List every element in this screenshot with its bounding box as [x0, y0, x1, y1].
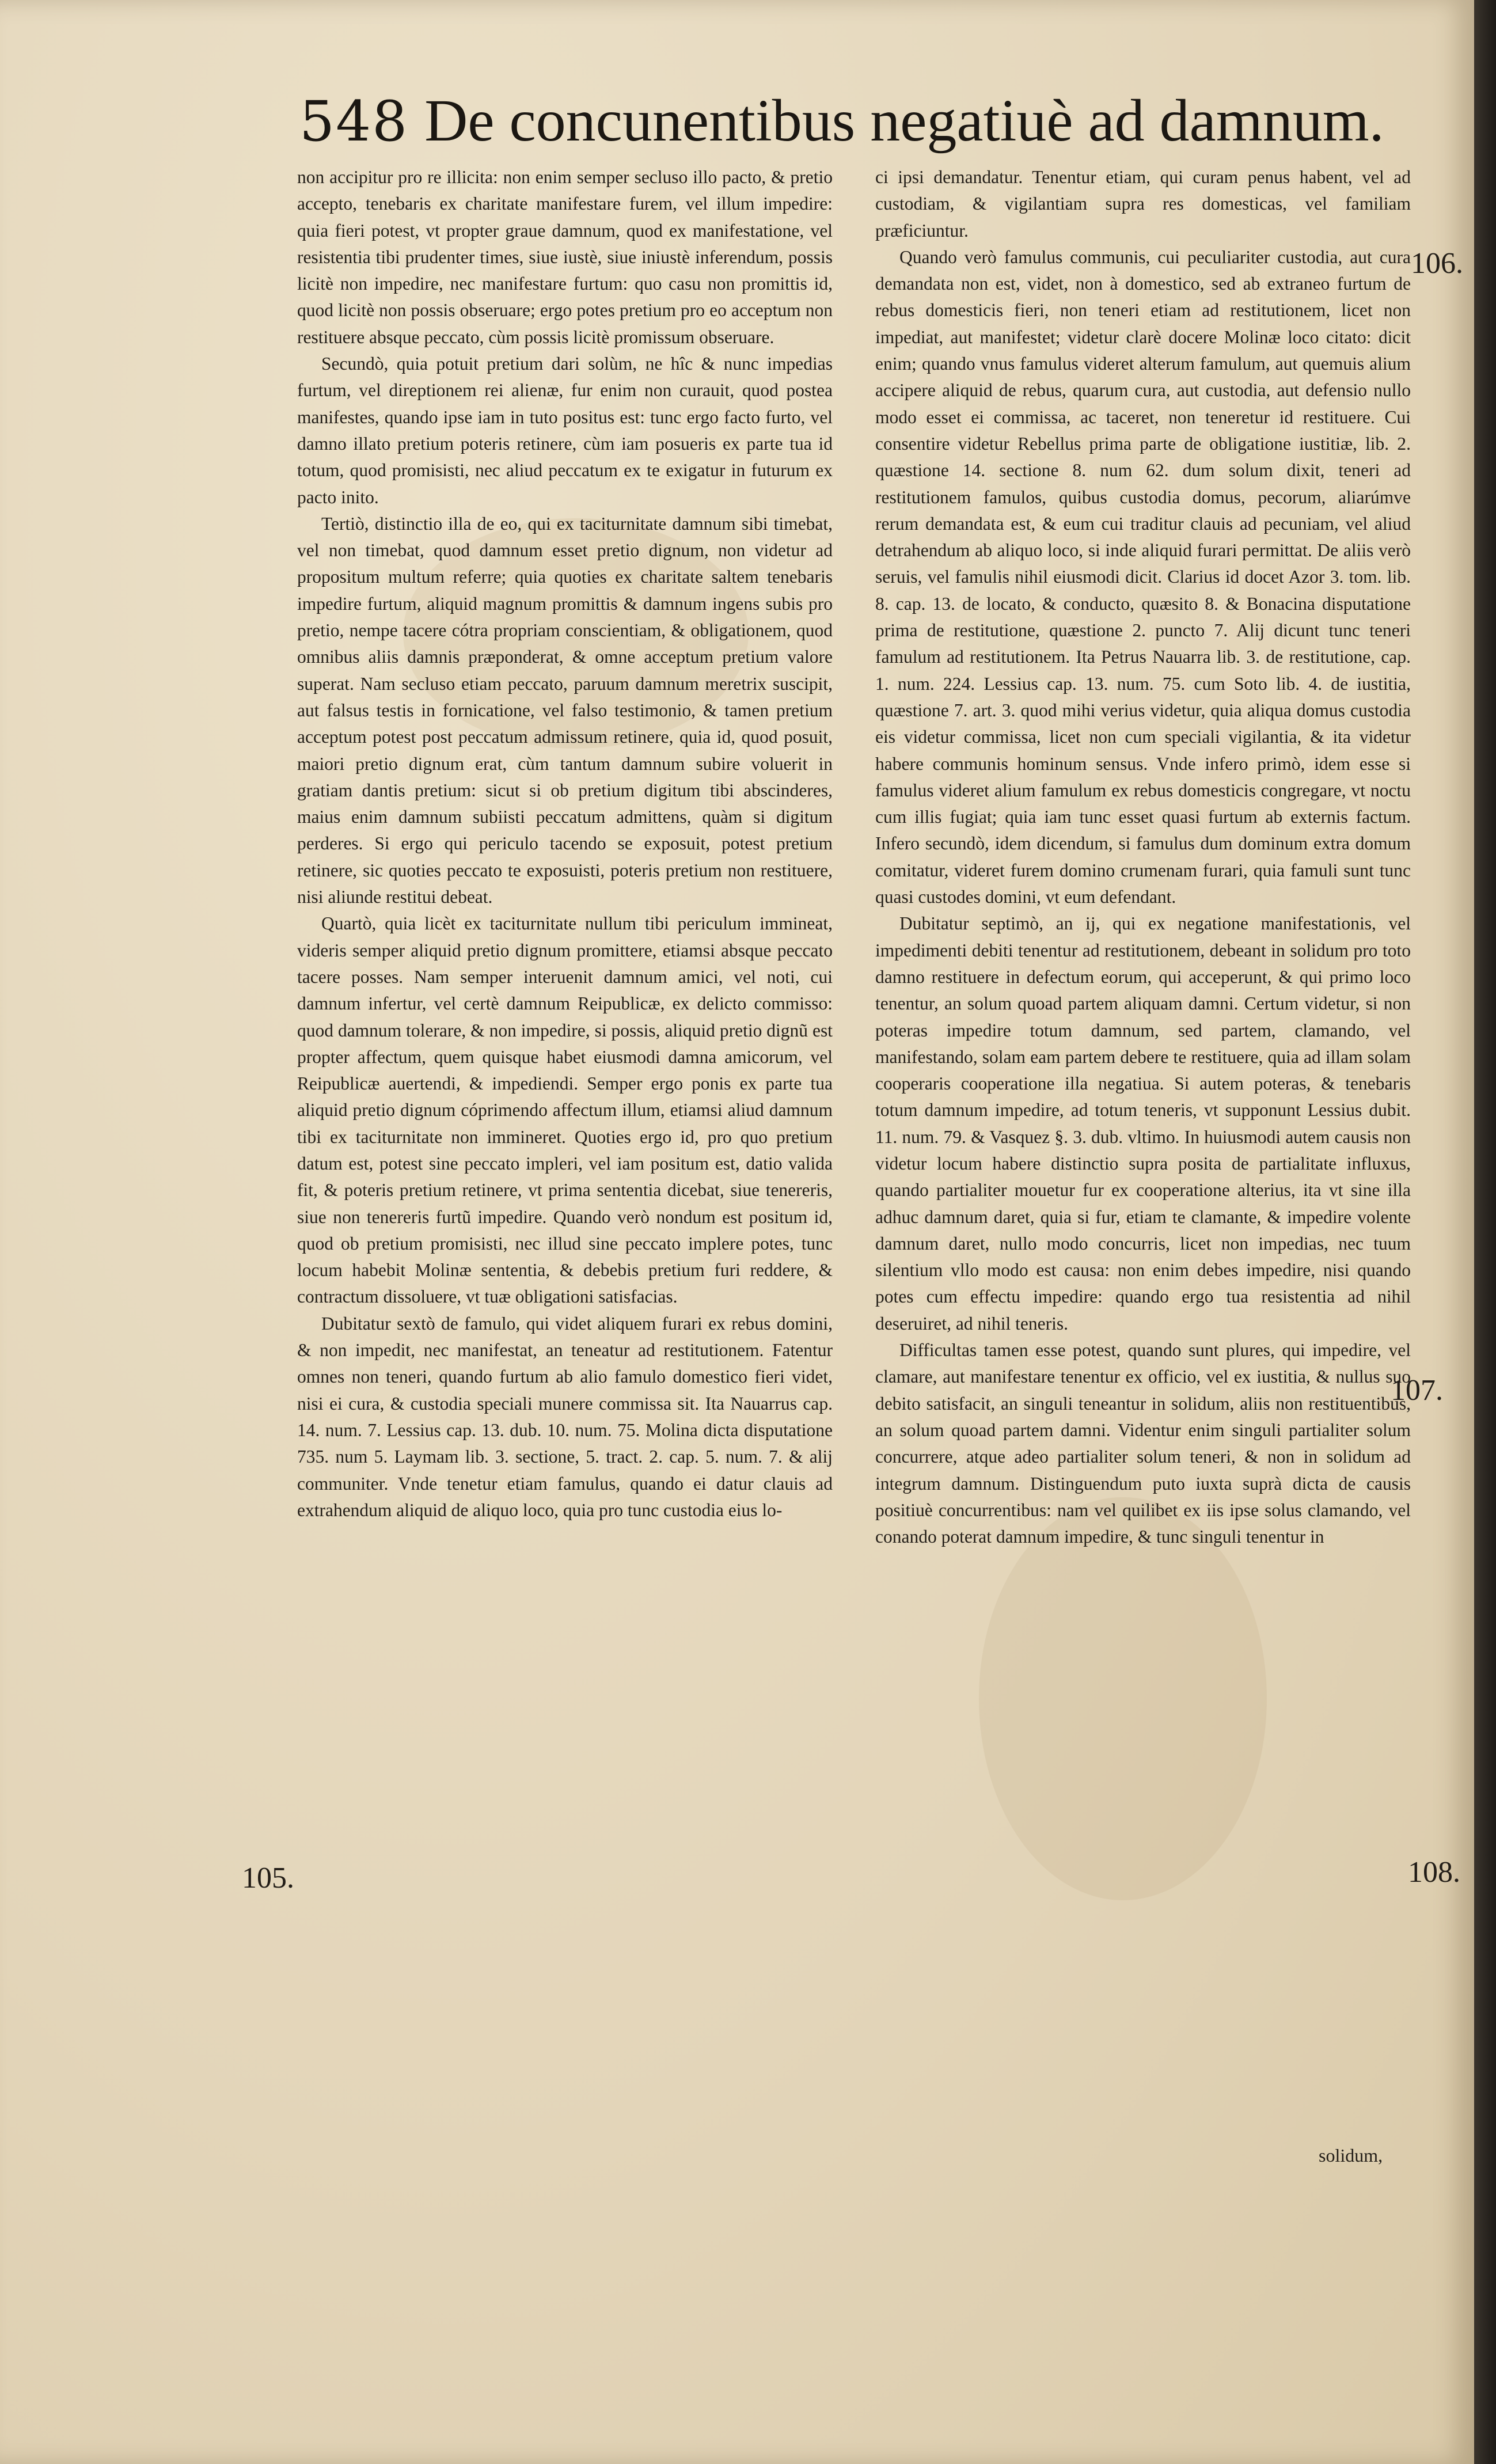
margin-number-106: 106.: [1411, 247, 1463, 280]
paragraph: Tertiò, distinctio illa de eo, qui ex taciturnitate damnum sibi timebat, vel non timebat, quod damnum esset pretio dignum, non videtur ad propositum multum referre; quia quoties ex charitate saltem tenebaris impedire furtum, aliquid magnum promittis & damnum ingens subis pro pretio, nempe tacere cótra propriam conscientiam, & obligationem, quod omnibus aliis damnis præponderat, & omne acceptum pretium valore superat. Nam secluso etiam peccato, paruum damnum meretrix suscipit, aut falsus testis in fornicatione, vel falso testimonio, & tamen pretium acceptum potest post peccatum admissum retinere, quia id, quod posuit, maiori pretio dignum erat, cùm tantum damnum subire voluerit in gratiam dantis pretium: sicut si ob pretium digitum tibi abscinderes, maius enim damnum subiisti peccatum admittens, quàm si digitum perderes. Si ergo qui periculo tacendo se exposuit, potest pretium retinere, sic quoties peccato te exposuisti, poteris pretium non restituere, nisi aliunde restitui debeat.: [297, 513, 833, 908]
running-head: [299, 86, 1428, 161]
page-title: De concunentibus negatiuè ad damnum.: [424, 88, 1384, 154]
paragraph: Secundò, quia potuit pretium dari solùm, ne hîc & nunc impedias furtum, vel direptionem rei alienæ, fur enim non curauit, quod postea manifestes, quando ipse iam in tuto positus est: tunc ergo facto furto, vel damno illato pretium poteris retinere, cùm iam posueris ex parte tua id totum, quod promisisti, nec aliud peccatum ex te exigatur in futurum ex pacto inito.: [297, 354, 833, 507]
right-column: [875, 164, 1411, 2145]
paragraph: ci ipsi demandatur. Tenentur etiam, qui curam penus habent, vel ad custodiam, & vigilantiam supra res domesticas, vel familiam præficiuntur.: [875, 167, 1411, 241]
catchword: solidum,: [1319, 2145, 1383, 2166]
left-column: [297, 164, 833, 2145]
margin-number-105: 105.: [242, 1862, 294, 1894]
paragraph: non accipitur pro re illicita: non enim semper secluso illo pacto, & pretio accepto, tenebaris ex charitate manifestare furem, vel illum impedire: quia fieri potest, vt propter graue damnum, quod ex manifestatione, vel resistentia tibi prudenter times, siue iustè, siue iniustè inferendum, possis licitè non impedire, nec manifestare furtum: quo casu non promittis id, quod licitè non possis obseruare; ergo potes pretium pro eo acceptum non restituere absque peccato, cùm possis licitè promissum obseruare.: [297, 167, 833, 347]
paragraph: Dubitatur septimò, an ij, qui ex negatione manifestationis, vel impedimenti debiti tenentur ad restitutionem, debeant in solidum pro toto damno restituere in defectum eorum, qui acceperunt, & qui primo loco tenentur, an solum quoad partem aliquam damni. Certum videtur, si non poteras impedire totum damnum, sed partem, clamando, vel manifestando, solam eam partem debere te restituere, quia ad illam solam cooperaris cooperatione illa negatiua. Si autem poteras, & tenebaris totum damnum impedire, ad totum teneris, vt supponunt Lessius dubit. 11. num. 79. & Vasquez §. 3. dub. vltimo. In huiusmodi autem causis non videtur locum habere distinctio supra posita de partialitate influxus, quando partialiter mouetur fur ex cooperatione alterius, ita vt sine illa adhuc damnum daret, quia si fur, etiam te clamante, & impedire volente damnum daret, nullo modo concurris, licet non impedias, nec tuum silentium vllo modo est causa: non enim debes impedire, nisi quando potes cum effectu impedire: quando ergo tua resistentia ad nihil deseruiret, ad nihil teneris.: [875, 913, 1411, 1334]
scan-background-edge: [1474, 0, 1496, 2464]
paragraph: Quando verò famulus communis, cui peculiariter custodia, aut cura demandata non est, videt, non à domestico, sed ab extraneo furtum de rebus domesticis fieri, non teneri etiam ad restitutionem, licet non impediat, aut manifestet; videtur clarè docere Molinæ loco citato: dicit enim; quando vnus famulus videret alterum famulum, aut quemuis alium accipere aliquid de rebus, quarum cura, aut custodia, aut defensio nullo modo esset ei commissa, ac taceret, non teneretur id restituere. Cui consentire videtur Rebellus prima parte de obligatione iustitiæ, lib. 2. quæstione 14. sectione 8. num 62. dum solum dixit, teneri ad restitutionem famulos, quibus custodia domus, pecorum, aliarúmve rerum demandata est, & eum cui traditur clauis ad pecuniam, vel aliud detrahendum ab aliquo loco, si inde aliquid furari permittat. De aliis verò seruis, vel famulis nihil eiusmodi dicit. Clarius id docet Azor 3. tom. lib. 8. cap. 13. de locato, & conducto, quæsito 8. & Bonacina disputatione prima de restitutione, quæstione 2. puncto 7. Alij dicunt tunc teneri famulum ad restitutionem. Ita Petrus Nauarra lib. 3. de restitutione, cap. 1. num. 224. Lessius cap. 13. num. 75. cum Soto lib. 4. de iustitia, quæstione 7. art. 3. quod mihi verius videtur, quia aliqua domus custodia eis videtur commissa, licet non cum speciali vigilantia, & ita videtur habere communis hominum sensus. Vnde infero primò, idem esse si famulus videret alium famulum ex rebus domesticis congregare, vt noctu cum illis fugiat; quia iam tunc esset quasi furtum ab externis factum. Infero secundò, idem dicendum, si famulus dum dominum extra domum comitatur, videret furem domino crumenam furari, quia famuli sunt tunc quasi custodes domini, vt eum defendant.: [875, 246, 1411, 908]
paragraph: Difficultas tamen esse potest, quando sunt plures, qui impedire, vel clamare, aut manifestare tenentur ex officio, vel ex iustitia, & nullus suo debito satisfacit, an singuli teneantur in solidum, aliis non restituentibus, an solum quoad partem damni. Videntur enim singuli partialiter solum concurrere, atque adeo partialiter solum teneri, & non in solidum ad integrum damnum. Distinguendum puto iuxta suprà dicta de causis positiuè concurrentibus: nam vel quilibet ex iis ipse solus clamando, vel conando poterat damnum impedire, & tunc singuli tenentur in: [875, 1340, 1411, 1547]
margin-number-107: 107.: [1391, 1374, 1443, 1407]
paragraph: Dubitatur sextò de famulo, qui videt aliquem furari ex rebus domini, & non impedit, nec manifestat, an teneatur ad restitutionem. Fatentur omnes non teneri, quando furtum ab alio famulo domestico fieri videt, nisi ei cura, & custodia speciali munere commissa sit. Ita Nauarrus cap. 14. num. 7. Lessius cap. 13. dub. 10. num. 75. Molina dicta disputatione 735. num 5. Laymam lib. 3. sectione, 5. tract. 2. cap. 5. num. 7. & alij communiter. Vnde tenetur etiam famulus, quando ei datur clauis ad extrahendum aliquid de aliquo loco, quia pro tunc custodia eius lo-: [297, 1313, 833, 1520]
paragraph: Quartò, quia licèt ex taciturnitate nullum tibi periculum immineat, videris semper aliquid pretio dignum promittere, etiamsi absque peccato tacere posses. Nam semper interuenit damnum amici, vel noti, cui damnum infertur, vel certè damnum Reipublicæ, ex delicto commisso: quod damnum tolerare, & non impedire, si possis, aliquid pretio dignũ est propter affectum, quem quisque habet eiusmodi damna amicorum, vel Reipublicæ auertendi, & impediendi. Semper ergo ponis ex parte tua aliquid pretio dignum cóprimendo affectum illum, etiamsi aliud damnum tibi ex taciturnitate non immineret. Quoties ergo id, pro quo pretium datum est, potest sine peccato impleri, vel iam positum est, datio valida fit, & poteris pretium retinere, vt prima sententia dicebat, siue tenereris, siue non tenereris furtũ impedire. Quando verò nondum est positum id, quod ob pretium promisisti, nec illud sine peccato implere potes, tunc locum habebit Molinæ sententia, & debebis pretium furi reddere, & contractum dissoluere, vt tuæ obligationi satisfacias.: [297, 913, 833, 1307]
page-number: 548: [299, 89, 409, 154]
margin-number-108: 108.: [1408, 1856, 1460, 1889]
